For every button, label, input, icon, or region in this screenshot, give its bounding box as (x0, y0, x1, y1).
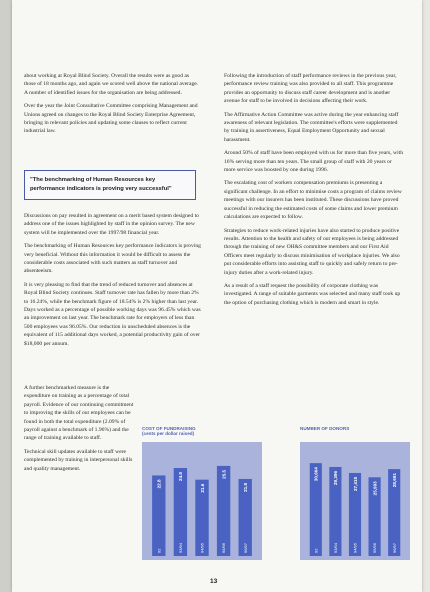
left-column-middle (24, 212, 202, 353)
paragraph: Over the year the Joint Consultative Committee comprising Management and Unions agreed on changes to the Royal Blind Society Enterprise Agreement, bringing in relevant policies and updating some clauses to reflect current industrial law. (24, 103, 198, 135)
bar-value-label: 30,664 (313, 467, 319, 482)
chart-subtitle: (cents per dollar raised) (142, 431, 195, 437)
bar-category-label: 95/96 (221, 542, 227, 553)
paragraph: Following the introduction of staff performance reviews in the previous year, performance review training was also provided to all staff. This programme provides an opportunity to discuss staff career development and is another avenue for staff to be involved in decisions affecting their work. (224, 73, 397, 105)
chart-title-text: NUMBER OF DONORS (300, 426, 350, 431)
paragraph: It is very pleasing to find that the trend of reduced turnover and absences at Royal Blind Society continues. Staff turnover rate has fallen by more than 2% to 16.24%, while the benchmark figure of 18.54% is 2% higher than last year. Days worked as a percentage of possible working days was 96.45% which was an improvement on last year. The benchmark rate for employers of less than 500 employees was 96.05%. Our reduction in unscheduled absences is the equivalent of 115 additional days worked, a potential productivity gain of over $18,000 per annum. (24, 281, 201, 347)
chart-plot-area (142, 442, 262, 560)
paragraph: The benchmarking of Human Resources key performance indicators is proving very beneficial. Without this information it would be difficult to assess the considerable costs associated with such matters as staff turnover and absenteeism. (24, 243, 201, 275)
bar-value-label: 21.8 (243, 482, 248, 492)
bar-value-label: 28,691 (392, 473, 397, 488)
pull-quote-text: "The benchmarking of Human Resources key performance indicators is proving very successful" (30, 177, 172, 192)
left-column-top (24, 72, 202, 141)
bar-value-label: 29,396 (333, 470, 339, 486)
bar-category-label: 95/96 (372, 542, 378, 553)
paragraph: Around 50% of staff have been employed with us for more than five years, with 16% serving more than ten years. The small group of staff with 20 years or more service was boosted by one during 1996. (224, 150, 404, 174)
paragraph: Strategies to reduce work-related injuries have also started to produce positive results. Attention to the health and safety of our employees is being addressed through the training of new OH&S committee members and our First Aid Officers meet regularly to discuss minimisation of workplace injuries. We also put considerable efforts into assisting staff to quickly and safely return to pre-injury duties after a work-related injury. (224, 227, 400, 276)
bar-value-label: 21.6 (199, 483, 205, 493)
chart-plot-area (300, 442, 410, 560)
cost-of-fundraising-chart (142, 426, 262, 566)
bar-category-label: 96/97 (391, 542, 397, 553)
bar-category-label: 96/97 (242, 542, 248, 553)
paragraph: The Affirmative Action Committee was active during the year enhancing staff awareness of relevant legislation. The committee's efforts were supplemented by training in assertiveness, Equal Employment Opportunity and sexual harassment. (224, 111, 399, 143)
paragraph: A further benchmarked measure is the expenditure on training as a percentage of total payroll. Evidence of our continuing commitment to improving the skills of our employees can be found in both the total expenditure (2.09% of payroll against a benchmark of 1.96%) and the range of training available to staff. (24, 385, 134, 442)
right-column (224, 72, 404, 312)
bar-value-label: 25,993 (372, 481, 378, 496)
bar-category-label: 92 (156, 548, 162, 553)
bar-category-label: 92 (313, 548, 319, 553)
bar-category-label: 94/95 (199, 542, 205, 553)
left-column-bottom (24, 384, 134, 478)
bar-chart-svg (300, 442, 410, 560)
bar-value-label: 22.8 (156, 479, 162, 489)
paragraph: about working at Royal Blind Society. Overall the results were as good as those of 18 months ago, and again we scored well above the national average. A number of identified issues for the organisation are being addressed. (24, 73, 199, 96)
bar-category-label: 93/94 (333, 542, 338, 553)
paragraph: As a result of a staff request the possibility of corporate clothing was investigated. A range of suitable garments was selected and many staff took up the option of purchasing clothing which is modern and smart in style. (224, 282, 401, 306)
paragraph: The escalating cost of workers compensation premiums is presenting a significant challenge. In an effort to minimise costs a program of claims review meetings with our insurers has been instituted. These discussions have proved successful in reducing the estimated costs of some claims and lower premium calculations are expected to follow. (224, 180, 402, 221)
chart-title (300, 426, 349, 431)
page-number: 13 (210, 578, 218, 585)
chart-title-text: COST OF FUNDRAISING (142, 426, 196, 431)
pull-quote (24, 170, 196, 200)
paragraph: Technical skill updates available to staff were complemented by training in interpersonal skills and quality management. (24, 448, 133, 472)
bar-chart-svg (142, 442, 262, 560)
bar-category-label: 94/95 (352, 542, 358, 553)
bar-value-label: 25.5 (221, 469, 227, 479)
bar-value-label: 27,418 (352, 476, 358, 492)
chart-title (142, 426, 196, 437)
binding-spine (0, 0, 12, 592)
bar-value-label: 24.9 (178, 472, 184, 481)
bar-category-label: 93/94 (178, 542, 183, 553)
paragraph: Discussions on pay resulted in agreement on a merit based system designed to address one of the issues highlighted by staff in the opinion survey. The new system will be implemented over the 1997/98 financial year. (24, 213, 199, 236)
number-of-donors-chart (300, 426, 410, 566)
